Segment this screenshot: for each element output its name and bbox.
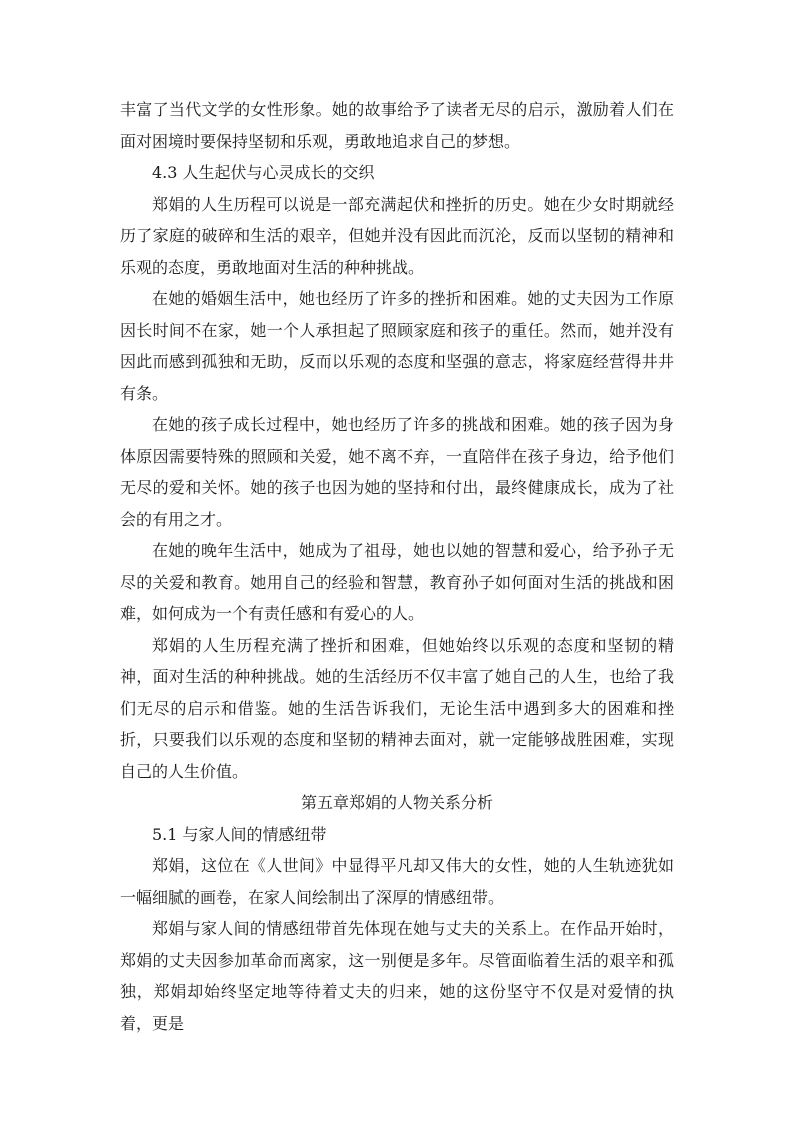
- paragraph: 在她的婚姻生活中，她也经历了许多的挫折和困难。她的丈夫因为工作原因长时间不在家，她一个人承担起了照顾家庭和孩子的重任。然而，她并没有因此而感到孤独和无助，反而以乐观的态度和坚强的意志，将家庭经营得井井有条。: [120, 289, 674, 403]
- section-heading-4-3: 4.3 人生起伏与心灵成长的交织: [152, 163, 375, 182]
- paragraph: 在她的晚年生活中，她成为了祖母，她也以她的智慧和爱心，给予孙子无尽的关爱和教育。她用自己的经验和智慧，教育孙子如何面对生活的挑战和困难，如何成为一个有责任感和有爱心的人。: [120, 541, 674, 623]
- paragraph-continued: 丰富了当代文学的女性形象。她的故事给予了读者无尽的启示，激励着人们在面对困境时要保持坚韧和乐观，勇敢地追求自己的梦想。: [120, 100, 674, 151]
- paragraph: 郑娟与家人间的情感纽带首先体现在她与丈夫的关系上。在作品开始时，郑娟的丈夫因参加革命而离家，这一别便是多年。尽管面临着生活的艰辛和孤独，郑娟却始终坚定地等待着丈夫的归来，她的这份坚守不仅是对爱情的执着，更是: [120, 919, 674, 1033]
- page-body: [120, 94, 674, 1039]
- paragraph: 郑娟的人生历程充满了挫折和困难，但她始终以乐观的态度和坚韧的精神，面对生活的种种挑战。她的生活经历不仅丰富了她自己的人生，也给了我们无尽的启示和借鉴。她的生活告诉我们，无论生活中遇到多大的困难和挫折，只要我们以乐观的态度和坚韧的精神去面对，就一定能够战胜困难，实现自己的人生价值。: [120, 635, 674, 781]
- paragraph: 郑娟的人生历程可以说是一部充满起伏和挫折的历史。她在少女时期就经历了家庭的破碎和生活的艰辛，但她并没有因此而沉沦，反而以坚韧的精神和乐观的态度，勇敢地面对生活的种种挑战。: [120, 194, 674, 277]
- paragraph: 在她的孩子成长过程中，她也经历了许多的挑战和困难。她的孩子因为身体原因需要特殊的照顾和关爱，她不离不弃，一直陪伴在孩子身边，给予他们无尽的爱和关怀。她的孩子也因为她的坚持和付出，最终健康成长，成为了社会的有用之才。: [120, 415, 674, 529]
- section-heading-5-1: 5.1 与家人间的情感纽带: [152, 824, 327, 844]
- paragraph: 郑娟，这位在《人世间》中显得平凡却又伟大的女性，她的人生轨迹犹如一幅细腻的画卷，在家人间绘制出了深厚的情感纽带。: [120, 856, 674, 907]
- chapter-heading: 第五章郑娟的人物关系分析: [300, 793, 493, 812]
